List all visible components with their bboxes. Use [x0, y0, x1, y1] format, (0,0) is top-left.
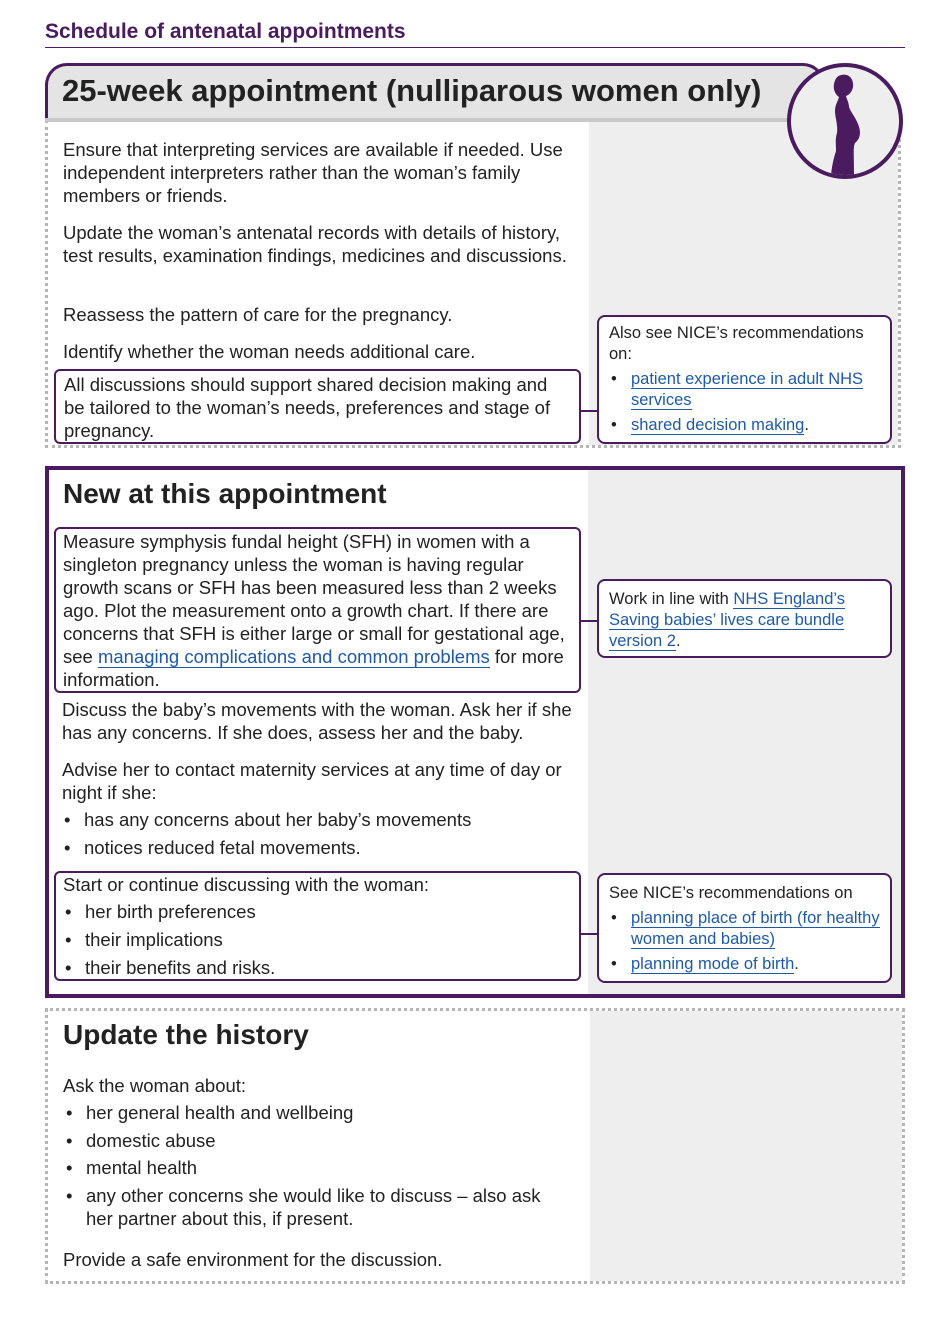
sfh-text-after: for more information.: [63, 646, 564, 690]
history-list: [64, 1101, 564, 1230]
planning-mode-of-birth-link[interactable]: planning mode of birth: [631, 955, 795, 973]
nice-recommendations-box: [597, 315, 892, 444]
list-item: [609, 908, 880, 950]
punctuation: .: [794, 955, 799, 973]
new-at-appointment-heading: New at this appointment: [63, 478, 387, 509]
list-item: [609, 369, 880, 411]
shared-decision-making-link[interactable]: shared decision making: [631, 416, 805, 434]
patient-experience-link[interactable]: patient experience in adult NHS services: [631, 370, 864, 409]
list-item: • her birth preferences: [63, 900, 572, 923]
punctuation: .: [675, 632, 681, 650]
saving-babies-box: [597, 579, 892, 658]
list-item: • any other concerns she would like to discuss – also ask her partner about this, if present.: [64, 1184, 564, 1230]
shared-decision-box: [54, 369, 581, 444]
list-item: • domestic abuse: [64, 1129, 564, 1152]
list-item: • their implications: [63, 928, 572, 951]
header-divider: [45, 47, 905, 48]
list-item: • has any concerns about her baby’s movements: [62, 808, 577, 831]
sidebar-column: [590, 1011, 902, 1281]
update-records-text: Update the woman’s antenatal records with details of history, test results, examination findings, medicines and discussions.: [63, 222, 567, 266]
birth-preferences-intro: Start or continue discussing with the woman:: [63, 874, 430, 895]
managing-complications-link[interactable]: managing complications and common problems: [97, 646, 490, 667]
saving-babies-link[interactable]: NHS England’s Saving babies’ lives care bundle version 2: [609, 590, 845, 650]
planning-place-of-birth-link[interactable]: planning place of birth (for healthy women and babies): [631, 909, 880, 948]
connector-line: [581, 410, 598, 412]
update-history-heading: Update the history: [63, 1019, 309, 1050]
document-header-title: Schedule of antenatal appointments: [45, 20, 406, 43]
shared-decision-text: All discussions should support shared decision making and be tailored to the woman’s needs, preferences and stage of pregnancy.: [64, 374, 551, 441]
list-item: • their benefits and risks.: [63, 956, 572, 979]
advise-list: [62, 808, 577, 859]
ask-woman-intro: Ask the woman about:: [63, 1075, 247, 1096]
nice-recommendations-intro: Also see NICE’s recommendations on:: [609, 324, 864, 363]
sfh-measurement-box: [54, 527, 581, 693]
pregnant-woman-icon: [787, 63, 903, 179]
interpreting-services-text: Ensure that interpreting services are available if needed. Use independent interpreters rather than the woman’s family members or friends.: [63, 139, 563, 206]
baby-movements-text: Discuss the baby’s movements with the woman. Ask her if she has any concerns. If she does, assess her and the baby.: [62, 699, 572, 743]
punctuation: .: [804, 416, 809, 434]
birth-recommendations-intro: See NICE’s recommendations on: [609, 884, 853, 902]
safe-environment-text: Provide a safe environment for the discussion.: [63, 1249, 443, 1270]
advise-intro-text: Advise her to contact maternity services at any time of day or night if she:: [62, 759, 562, 803]
title-tab-underline: [45, 118, 825, 122]
list-item: [609, 415, 880, 436]
list-item: • her general health and wellbeing: [64, 1101, 564, 1124]
saving-babies-prefix: Work in line with: [609, 590, 734, 608]
sfh-text: Measure symphysis fundal height (SFH) in women with a singleton pregnancy unless the woman is having regular growth scans or SFH has been measured less than 2 weeks ago. Plot the measurement onto a growth chart. If there are concerns that SFH is either large or small for gestational age, see: [63, 531, 565, 667]
additional-care-text: Identify whether the woman needs additional care.: [63, 341, 476, 362]
birth-preferences-box: [54, 871, 581, 981]
list-item: [609, 954, 880, 975]
appointment-title: 25-week appointment (nulliparous women only): [62, 73, 762, 108]
connector-line: [581, 933, 598, 935]
list-item: • notices reduced fetal movements.: [62, 836, 577, 859]
reassess-care-text: Reassess the pattern of care for the pregnancy.: [63, 304, 453, 325]
connector-line: [581, 620, 598, 622]
list-item: • mental health: [64, 1156, 564, 1179]
birth-recommendations-box: [597, 873, 892, 983]
